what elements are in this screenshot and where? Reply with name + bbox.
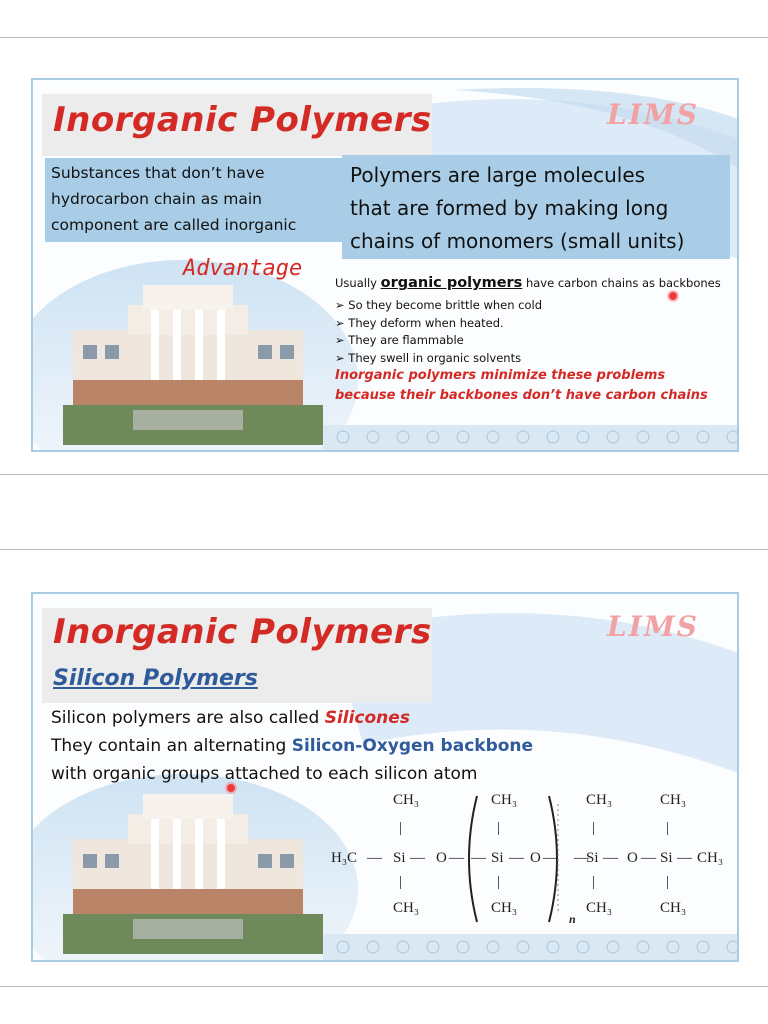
usually-suffix: have carbon chains as backbones [522,276,721,290]
polymer-def-line: that are formed by making long [350,196,669,220]
bond: | [592,874,596,890]
definition-box [45,158,347,242]
methyl-group: CH₃ [393,900,420,916]
bond: — [367,850,382,866]
bullet-item: ➢ They swell in organic solvents [335,351,522,365]
bond: | [399,820,403,836]
bond: | [399,874,403,890]
brand-logo: LIMS [607,98,699,131]
arrow-bullet-icon: ➢ [335,298,349,312]
bond: | [497,820,501,836]
bullet-item: ➢ They deform when heated. [335,316,504,330]
backbone-line: They contain an alternating Silicon-Oxygen backbone [51,736,534,756]
slide-title: Inorganic Polymers [53,612,432,652]
oxygen-atom: O [436,850,447,866]
silicon-atom: Si [586,850,599,866]
polymer-def-line: chains of monomers (small units) [350,229,685,253]
methyl-group: CH₃ [586,900,613,916]
silicon-atom: Si [660,850,673,866]
conclusion-line: Inorganic polymers minimize these problems [335,368,666,383]
slide-subtitle: Silicon Polymers [53,666,258,691]
bullet-item: ➢ So they become brittle when cold [335,298,543,312]
bond: | [497,874,501,890]
backbone-term: Silicon-Oxygen backbone [291,736,534,756]
bond: — [509,850,524,866]
organic-groups-line: with organic groups attached to each silicon atom [51,764,478,784]
arrow-bullet-icon: ➢ [335,351,349,365]
definition-line: hydrocarbon chain as main [51,190,262,208]
definition-line: Substances that don’t have [51,164,265,182]
bullet-item: ➢ They are flammable [335,333,464,347]
definition-line: component are called inorganic [51,216,297,234]
methyl-group: CH₃ [491,792,518,808]
repeat-count: n [569,912,576,926]
bond: — [574,850,589,866]
brand-logo: LIMS [607,610,699,643]
silicones-line: Silicon polymers are also called Silicones [51,708,410,728]
bond: — [471,850,486,866]
oxygen-atom: O [627,850,638,866]
methyl-group: CH₃ [393,792,420,808]
bond: — [449,850,464,866]
slide-2 [31,592,739,962]
bond: | [666,820,670,836]
silicones-term: Silicones [324,708,410,728]
methyl-group: CH₃ [660,900,687,916]
bond: — [641,850,656,866]
page-divider-top [0,37,768,38]
page-divider-1 [0,474,768,475]
organic-polymers-term: organic polymers [380,275,523,291]
methyl-end: CH₃ [697,850,724,866]
silicon-atom: Si [491,850,504,866]
usually-prefix: Usually [335,276,381,290]
methyl-group: CH₃ [491,900,518,916]
page-divider-2 [0,549,768,550]
slide-title: Inorganic Polymers [53,100,432,140]
arrow-bullet-icon: ➢ [335,333,349,347]
bond: — [543,850,558,866]
methyl-group: CH₃ [586,792,613,808]
slide-1 [31,78,739,452]
bond: | [592,820,596,836]
methyl-group: CH₃ [660,792,687,808]
silicon-atom: Si [393,850,406,866]
bond: — [603,850,618,866]
oxygen-atom: O [530,850,541,866]
repeat-unit-brackets [457,794,567,929]
conclusion-line: because their backbones don’t have carbon chains [335,388,708,403]
polymer-definition-box [342,155,730,259]
arrow-bullet-icon: ➢ [335,316,349,330]
organic-statement [335,275,721,291]
bond: | [666,874,670,890]
bond: — [677,850,692,866]
methyl-end: H₃C [331,850,358,866]
page-divider-bottom [0,986,768,987]
bond: — [410,850,425,866]
laser-pointer-dot [669,292,677,300]
advantage-heading: Advantage [183,256,303,281]
laser-pointer-dot [227,784,235,792]
polymer-def-line: Polymers are large molecules [350,163,646,187]
